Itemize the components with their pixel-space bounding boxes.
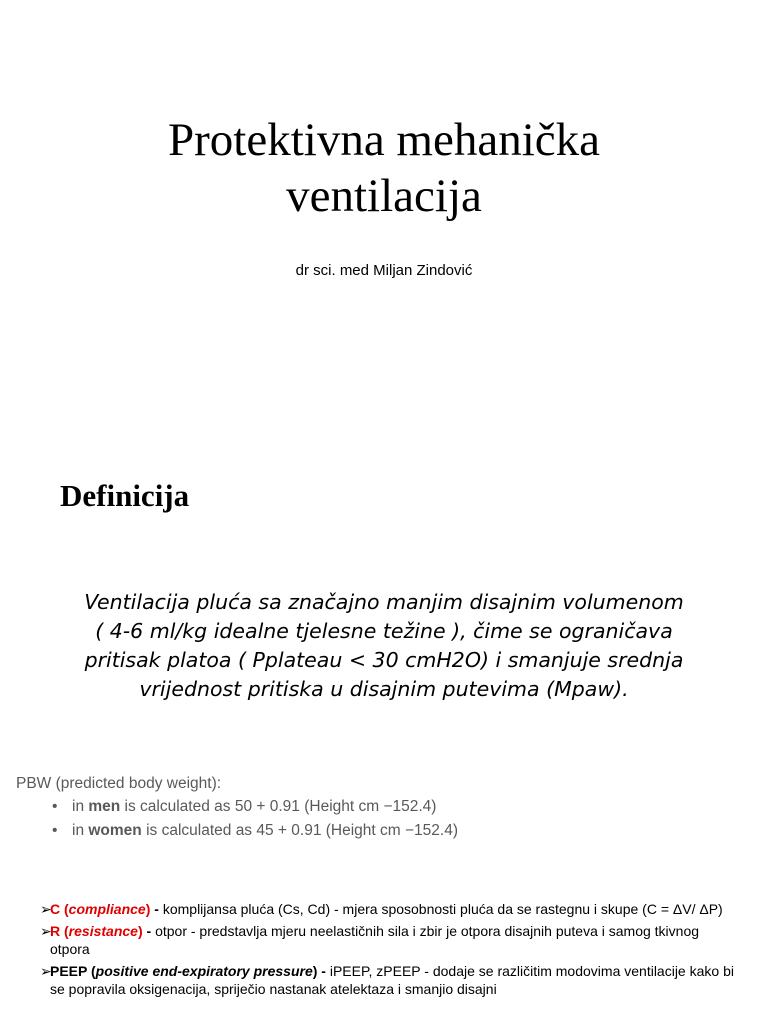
pbw-item-men [52, 795, 458, 819]
pbw-key: women [88, 822, 142, 839]
slide-title [0, 112, 768, 224]
definition-line: vrijednost pritiska u disajnim putevima (Mpaw). [139, 677, 629, 701]
pbw-block [16, 773, 458, 843]
definition-line: ( 4-6 ml/kg idealne tjelesne težine ), čime se ograničava [95, 619, 673, 643]
pbw-list [16, 795, 458, 843]
definition-line: Ventilacija pluća sa značajno manjim disajnim volumenom [84, 590, 684, 614]
pbw-formula: is calculated as 50 + 0.91 (Height cm −152.4) [120, 798, 437, 815]
definition-line: pritisak platoa ( Pplateau < 30 cmH2O) i smanjuje srednja [84, 648, 684, 672]
arrow-bullet-icon: ➢ [40, 923, 52, 939]
author-name: dr sci. med Miljan Zindović [295, 262, 473, 279]
term-description: iPEEP, zPEEP - dodaje se različitim modovima ventilacije kako bi se popravila oksigenacija, spriječio nastanak atelektaza i smanjio disajni [50, 963, 734, 997]
term-separator: - [317, 963, 330, 979]
term-compliance [40, 900, 740, 918]
pbw-key: men [88, 798, 121, 815]
pbw-formula: is calculated as 45 + 0.91 (Height cm −152.4) [141, 822, 458, 839]
title-slide [0, 0, 768, 430]
pbw-item-women [52, 819, 458, 843]
term-resistance [40, 922, 740, 958]
term-label: C (compliance) [50, 901, 151, 917]
term-peep [40, 962, 740, 998]
pbw-prefix: in [72, 822, 89, 839]
pbw-title: PBW (predicted body weight): [16, 775, 222, 792]
term-description: komplijansa pluća (Cs, Cd) - mjera sposobnosti pluća da se rastegnu i skupe (C = ΔV/ ΔP) [162, 901, 723, 917]
title-line-1: Protektivna mehanička [168, 114, 600, 166]
term-separator: - [150, 901, 163, 917]
term-description: otpor - predstavlja mjeru neelastičnih sila i zbir je otpora disajnih puteva i samog tkivnog otpora [50, 923, 700, 957]
title-line-2: ventilacija [286, 170, 482, 222]
definition-text [40, 588, 728, 704]
bullet-icon: • [52, 798, 58, 815]
terms-list [40, 900, 740, 1002]
arrow-bullet-icon: ➢ [40, 901, 52, 917]
bullet-icon: • [52, 822, 58, 839]
term-label: R (resistance) [50, 923, 143, 939]
arrow-bullet-icon: ➢ [40, 963, 52, 979]
definition-slide [0, 430, 768, 1024]
term-label: PEEP (positive end-expiratory pressure) [50, 963, 318, 979]
pbw-prefix: in [72, 798, 89, 815]
term-separator: - [142, 923, 156, 939]
definition-heading: Definicija [60, 478, 190, 513]
